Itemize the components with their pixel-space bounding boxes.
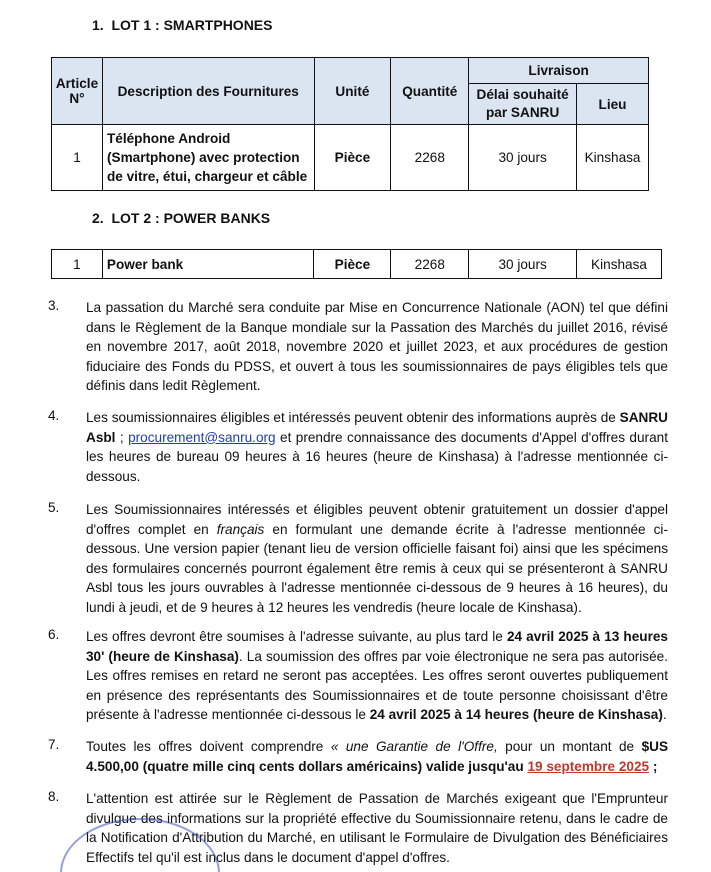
header-livraison: Livraison (469, 58, 649, 84)
guarantee-amount: $US 4.500,00 (quatre mille cinq cents dollars américains) valide jusqu'au (86, 739, 669, 774)
paragraph-6-text-c: . La soumission des offres par voie électronique ne sera pas autorisée. Les offres remises en retard ne seront pas acceptées. Les offres seront ouvertes publiquement en présence des représentants des Soumissionnaires et de toute personne choisissant d'être présente à l'adresse mentionnée ci-dessous le (86, 648, 668, 723)
opening-date: 24 avril 2025 à 14 heures (heure de Kinshasa) (369, 707, 663, 723)
table-row (52, 125, 649, 191)
language-term: français (216, 521, 265, 537)
lot2-number: 2. (92, 210, 104, 226)
paragraph-7-text-a: Toutes les offres doivent comprendre (86, 739, 331, 754)
paragraph-3: La passation du Marché sera conduite par Mise en Concurrence Nationale (AON) tel que défini dans le Règlement de la Banque mondiale sur la Passation des Marchés du juillet 2016, révisé en novembre 2017, août 2018, novembre 2020 et juillet 2023, et aux procédures de gestion fiduciaire des Fonds du PDSS, et ouvert à tous les soumissionnaires de pays éligibles tels que définis dans ledit Règlement. (86, 300, 668, 394)
lot1-title: LOT 1 : SMARTPHONES (111, 17, 273, 33)
paragraph-4-number: 4. (48, 408, 60, 423)
paragraph-4-text-c: ; (115, 429, 129, 445)
paragraph-3-number: 3. (48, 298, 60, 313)
paragraph-8: L'attention est attirée sur le Règlement de Passation de Marchés exigeant que l'Emprunteur divulgue des informations sur la propriété effective du Soumissionnaire retenu, dans le cadre de la Notification d'Attribution du Marché, en utilisant le Formulaire de Divulgation des Bénéficiaires Effectifs tel qu'il est inclus dans le document d'appel d'offres. (86, 791, 668, 865)
cell-description: Power bank (102, 250, 314, 279)
cell-article: 1 (52, 125, 103, 191)
paragraph-4-text-a: Les soumissionnaires éligibles et intéressés peuvent obtenir des informations auprès de (86, 410, 620, 425)
cell-unite: Pièce (314, 250, 391, 279)
paragraph-5-text-a: Les Soumissionnaires intéressés et éligibles peuvent obtenir gratuitement un dossier d'appel d'offres complet en (86, 502, 668, 537)
header-delai: Délai souhaité par SANRU (469, 84, 577, 125)
cell-lieu: Kinshasa (577, 125, 649, 191)
header-quantite: Quantité (391, 58, 469, 125)
paragraph-5-text-c: en formulant une demande écrite à l'adresse mentionnée ci-dessous. Une version papier (tenant lieu de version officielle faisant foi) ainsi que les spécimens des formulaires concernés pourront également être remis à ceux qui se présenteront à SANRU Asbl tous les jours ouvrables à l'adresse mentionnée ci-dessous de 9 heures à 16 heures), du lundi à jeudi, et de 9 heures à 12 heures les vendredis (heure locale de Kinshasa). (86, 521, 668, 615)
deadline-date: 24 avril 2025 à 13 heures 30' (heure de Kinshasa) (86, 629, 668, 664)
header-article: Article N° (52, 58, 103, 125)
cell-delai: 30 jours (469, 125, 577, 191)
sanru-name: SANRU Asbl (86, 410, 668, 445)
header-unite: Unité (314, 58, 391, 125)
lot1-heading (92, 17, 272, 33)
table-row (52, 250, 662, 279)
lot2-table (51, 249, 662, 279)
lot2-heading (92, 210, 270, 226)
paragraph-7-text-f: ; (649, 758, 658, 774)
email-link[interactable]: procurement@sanru.org (128, 429, 276, 445)
paragraph-6-text-a: Les offres devront être soumises à l'adresse suivante, au plus tard le (86, 629, 507, 644)
paragraph-4 (86, 408, 668, 486)
header-description: Description des Fournitures (102, 58, 314, 125)
lot2-title: LOT 2 : POWER BANKS (111, 210, 271, 226)
paragraph-7 (86, 737, 668, 776)
validity-date: 19 septembre 2025 (527, 758, 650, 774)
paragraph-6-text-e: . (662, 707, 667, 723)
paragraph-6 (86, 627, 668, 725)
cell-article: 1 (52, 250, 103, 279)
paragraph-8-number: 8. (48, 789, 60, 804)
cell-quantite: 2268 (391, 250, 469, 279)
paragraph-5 (86, 500, 668, 618)
cell-delai: 30 jours (469, 250, 577, 279)
cell-description: Téléphone Android (Smartphone) avec protection de vitre, étui, chargeur et câble (102, 125, 314, 191)
paragraph-4-text-d: et prendre connaissance des documents d'Appel d'offres durant les heures de bureau 09 heures à 16 heures (heure de Kinshasa) à l'adresse mentionnée ci-dessous. (86, 429, 668, 484)
lot1-number: 1. (92, 17, 104, 33)
paragraph-7-number: 7. (48, 737, 60, 752)
cell-quantite: 2268 (391, 125, 469, 191)
paragraph-6-number: 6. (48, 627, 60, 642)
cell-unite: Pièce (314, 125, 391, 191)
cell-lieu: Kinshasa (577, 250, 662, 279)
paragraph-5-number: 5. (48, 500, 60, 515)
guarantee-term: « une Garantie de l'Offre, (330, 739, 498, 754)
lot1-table (51, 57, 649, 191)
header-lieu: Lieu (577, 84, 649, 125)
paragraph-7-text-c: pour un montant de (497, 739, 642, 754)
